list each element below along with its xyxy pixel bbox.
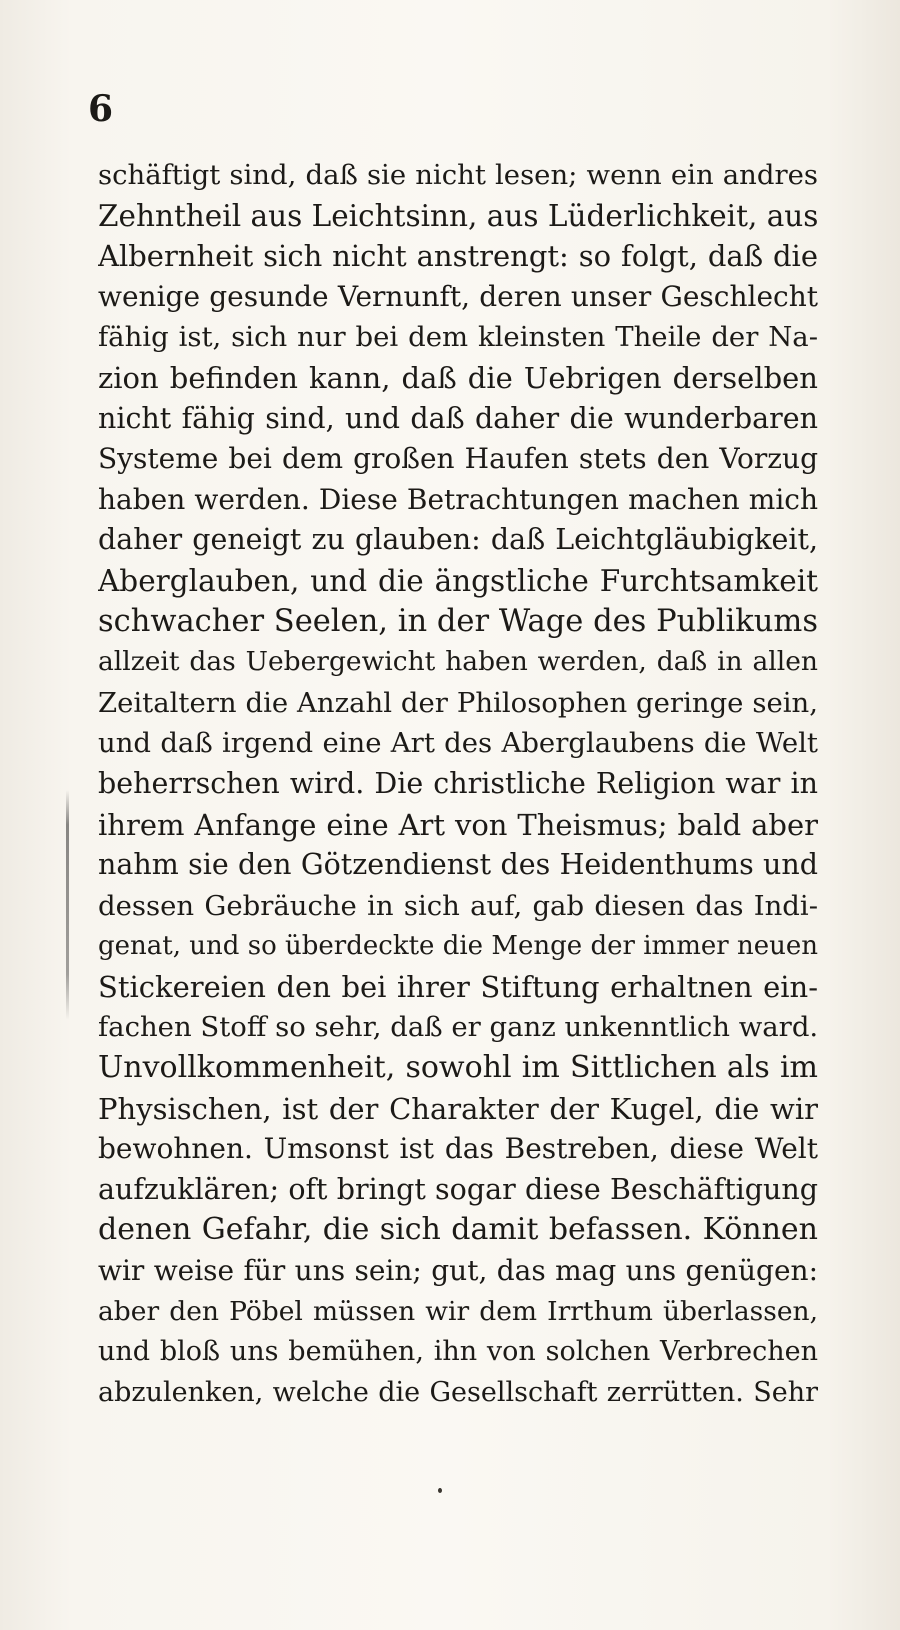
text-line: Albernheit sich nicht anstrengt: so folgt, daß die <box>98 239 818 274</box>
text-line: ihrem Anfange eine Art von Theismus; bald aber <box>98 807 818 842</box>
text-line: denen Gefahr, die sich damit befassen. Können <box>98 1212 818 1248</box>
text-line: dessen Gebräuche in sich auf, gab diesen das Indi- <box>98 889 818 922</box>
text-line: Aberglauben, und die ängstliche Furchtsamkeit <box>98 563 818 598</box>
text-line: nahm sie den Götzendienst des Heidenthums und <box>98 848 818 882</box>
text-line: beherrschen wird. Die christliche Religion war in <box>98 766 818 800</box>
text-line: Zeitaltern die Anzahl der Philosophen geringe sein, <box>98 686 818 719</box>
text-line: und bloß uns bemühen, ihn von solchen Verbrechen <box>98 1336 818 1368</box>
text-line: Stickereien den bei ihrer Stiftung erhaltnen ein- <box>98 969 818 1004</box>
text-line: fähig ist, sich nur bei dem kleinsten Theile der Na- <box>98 321 818 354</box>
text-line: genat, und so überdeckte die Menge der immer neuen <box>98 931 818 962</box>
text-line: abzulenken, welche die Gesellschaft zerrütten. Sehr <box>98 1376 818 1408</box>
text-line: Systeme bei dem großen Haufen stets den Vorzug <box>98 442 818 476</box>
page-number: 6 <box>88 88 115 130</box>
text-line: schäftigt sind, daß sie nicht lesen; wenn ein andres <box>98 159 818 191</box>
text-line: daher geneigt zu glauben: daß Leichtgläubigkeit, <box>98 523 818 557</box>
text-line: wir weise für uns sein; gut, das mag uns genügen: <box>98 1254 818 1288</box>
text-line: zion befinden kann, daß die Uebrigen derselben <box>98 360 818 395</box>
text-line: allzeit das Uebergewicht haben werden, daß in allen <box>98 646 818 678</box>
text-line: Zehntheil aus Leichtsinn, aus Lüderlichkeit, aus <box>98 198 818 233</box>
text-line: bewohnen. Umsonst ist das Bestreben, diese Welt <box>98 1132 818 1166</box>
text-line: aber den Pöbel müssen wir dem Irrthum überlassen, <box>98 1295 818 1327</box>
ink-speck <box>438 1488 442 1493</box>
text-line: haben werden. Diese Betrachtungen machen mich <box>98 482 818 516</box>
text-line: fachen Stoff so sehr, daß er ganz unkenntlich ward. <box>98 1011 818 1044</box>
text-line: wenige gesunde Vernunft, deren unser Geschlecht <box>98 279 818 313</box>
body-text <box>98 155 818 1413</box>
text-line: und daß irgend eine Art des Aberglaubens die Welt <box>98 727 818 760</box>
text-line: schwacher Seelen, in der Wage des Publikums <box>98 603 818 639</box>
text-line: Physischen, ist der Charakter der Kugel, die wir <box>98 1091 818 1126</box>
text-line: aufzuklären; oft bringt sogar diese Beschäftigung <box>98 1172 818 1206</box>
text-line: nicht fähig sind, und daß daher die wunderbaren <box>98 401 818 435</box>
text-line: Unvollkommenheit, sowohl im Sittlichen als im <box>98 1050 818 1086</box>
margin-pencil-mark <box>66 790 69 1020</box>
